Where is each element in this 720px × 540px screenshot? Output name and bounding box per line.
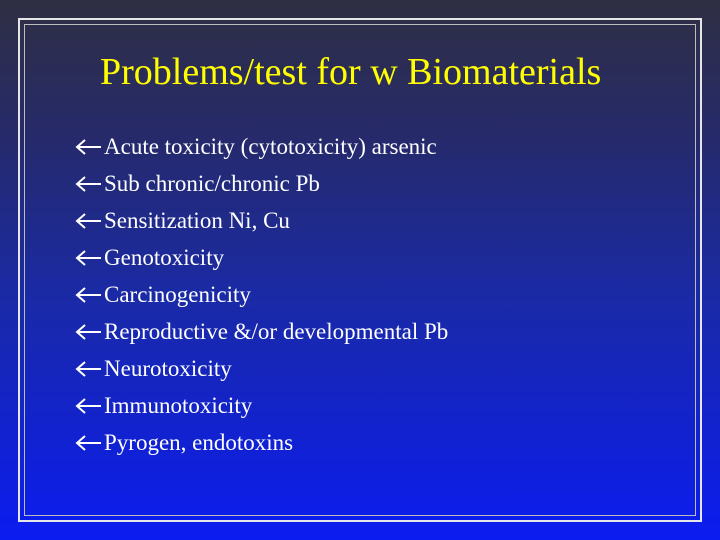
bullet-text: Reproductive &/or developmental Pb [104,318,449,344]
left-arrow-icon [74,137,103,157]
bullet-text: Carcinogenicity [104,281,251,307]
left-arrow-icon [74,174,103,194]
bullet-item [74,239,448,276]
left-arrow-icon [74,285,103,305]
bullet-item [74,128,448,165]
bullet-text: Neurotoxicity [104,355,232,381]
left-arrow-icon [74,359,103,379]
left-arrow-icon [74,433,103,453]
bullet-text: Genotoxicity [104,244,225,270]
bullet-text: Acute toxicity (cytotoxicity) arsenic [104,133,437,159]
left-arrow-icon [74,396,103,416]
bullet-item [74,424,448,461]
bullet-item [74,165,448,202]
bullet-item [74,350,448,387]
bullet-item [74,313,448,350]
bullet-text: Pyrogen, endotoxins [104,429,294,455]
left-arrow-icon [74,322,103,342]
bullet-item [74,276,448,313]
left-arrow-icon [74,248,103,268]
slide-title: Problems/test for w Biomaterials [100,51,602,93]
bullet-item [74,387,448,424]
bullet-text: Sensitization Ni, Cu [104,207,290,233]
bullet-list [74,128,448,461]
bullet-text: Sub chronic/chronic Pb [104,170,320,196]
bullet-text: Immunotoxicity [104,392,253,418]
left-arrow-icon [74,211,103,231]
bullet-item [74,202,448,239]
